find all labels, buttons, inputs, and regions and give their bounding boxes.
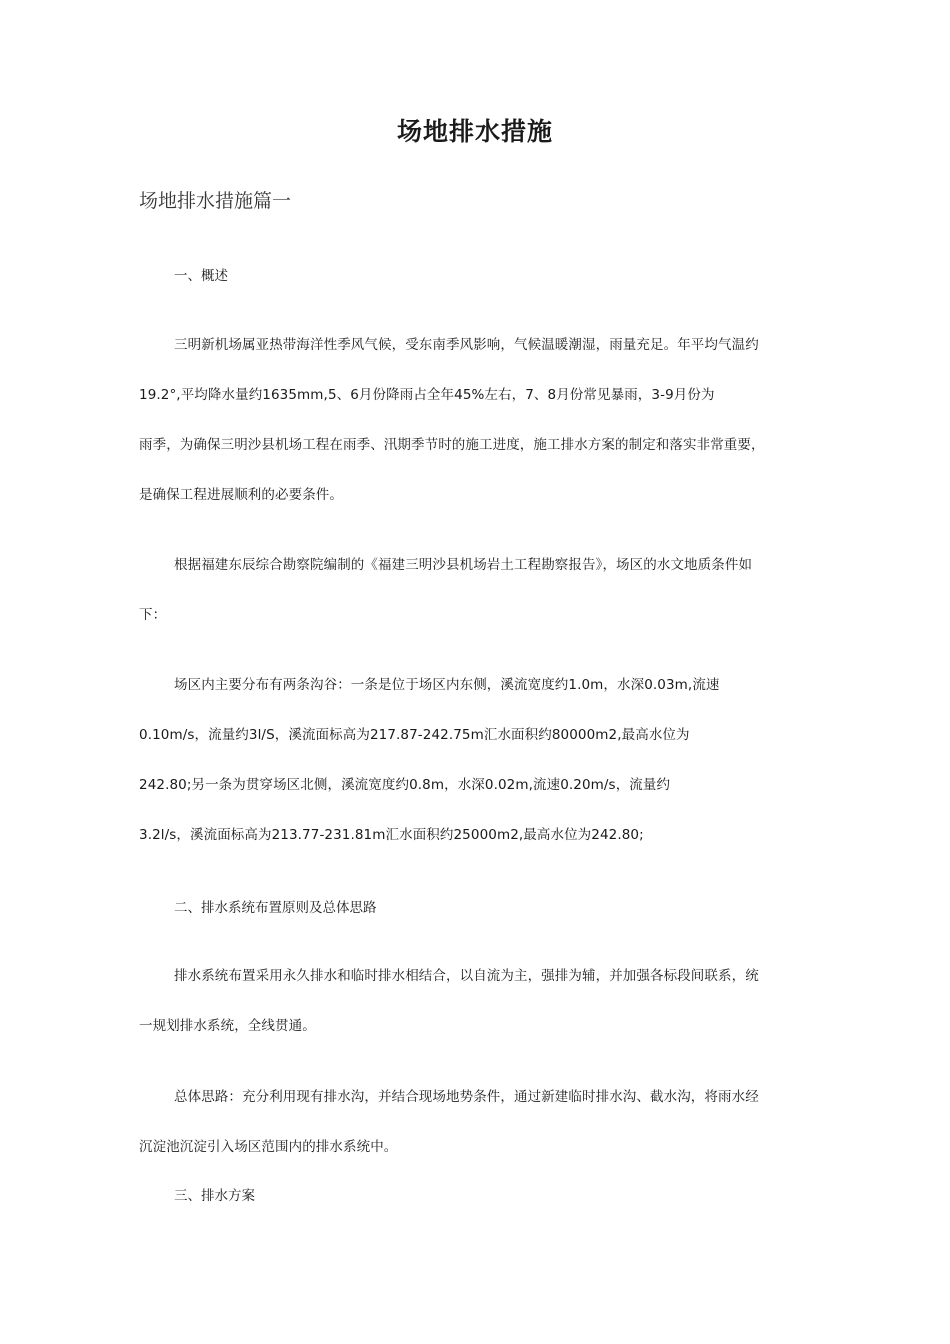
text-line: 排水系统布置采用永久排水和临时排水相结合，以自流为主，强排为辅，并加强各标段间联系，统 <box>174 968 759 984</box>
paragraph-survey-report <box>139 540 815 640</box>
heading-drainage-plan: 三、排水方案 <box>174 1188 255 1204</box>
document-title: 场地排水措施 <box>396 117 553 146</box>
text-line: 下： <box>139 607 167 623</box>
heading-principles: 二、排水系统布置原则及总体思路 <box>174 900 377 916</box>
text-line: 场区内主要分布有两条沟谷：一条是位于场区内东侧，溪流宽度约1.0m，水深0.03m,流速 <box>174 677 720 693</box>
paragraph-valleys <box>139 660 815 860</box>
text-line: 19.2°,平均降水量约1635mm,5、6月份降雨占全年45%左右，7、8月份常见暴雨，3-9月份为 <box>139 387 715 403</box>
heading-overview: 一、概述 <box>174 268 228 284</box>
paragraph-climate <box>139 320 815 520</box>
paragraph-approach <box>139 1072 815 1172</box>
text-line: 根据福建东辰综合勘察院编制的《福建三明沙县机场岩土工程勘察报告》，场区的水文地质条件如 <box>174 557 753 573</box>
text-line: 0.10m/s，流量约3l/S，溪流面标高为217.87-242.75m汇水面积约80000m2,最高水位为 <box>139 727 690 743</box>
text-line: 一规划排水系统，全线贯通。 <box>139 1018 316 1034</box>
section-subtitle: 场地排水措施篇一 <box>139 190 292 212</box>
text-line: 沉淀池沉淀引入场区范围内的排水系统中。 <box>139 1139 398 1155</box>
text-line: 3.2l/s，溪流面标高为213.77-231.81m汇水面积约25000m2,最高水位为242.80; <box>139 827 644 843</box>
text-line: 是确保工程进展顺利的必要条件。 <box>139 487 343 503</box>
text-line: 雨季，为确保三明沙县机场工程在雨季、汛期季节时的施工进度，施工排水方案的制定和落实非常重要， <box>139 437 765 453</box>
text-line: 总体思路：充分利用现有排水沟，并结合现场地势条件，通过新建临时排水沟、截水沟，将雨水经 <box>174 1089 759 1105</box>
text-line: 三明新机场属亚热带海洋性季风气候，受东南季风影响，气候温暖潮湿，雨量充足。年平均气温约 <box>174 337 759 353</box>
paragraph-principles <box>139 951 815 1051</box>
text-line: 242.80;另一条为贯穿场区北侧，溪流宽度约0.8m，水深0.02m,流速0.20m/s，流量约 <box>139 777 671 793</box>
